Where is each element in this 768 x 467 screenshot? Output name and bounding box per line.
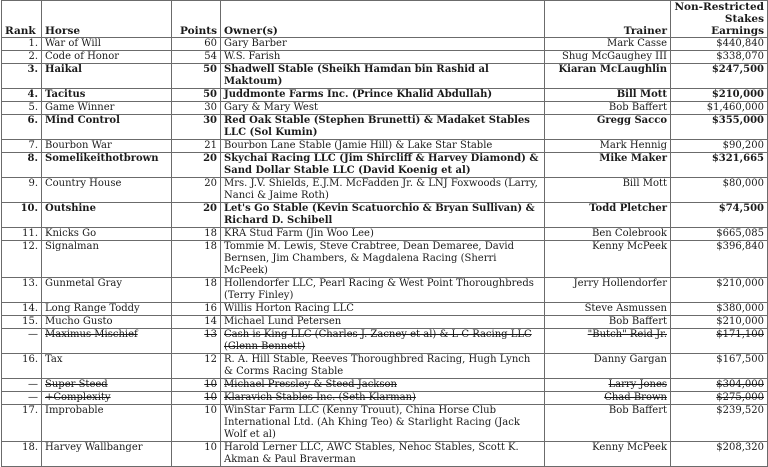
earnings-cell — [671, 278, 768, 303]
horse-header: Horse — [42, 1, 172, 38]
horse-text: Haikal — [45, 64, 82, 75]
points-cell — [172, 316, 221, 329]
rank-text: 3. — [27, 64, 38, 75]
points-text: 13 — [204, 329, 217, 340]
points-text: 21 — [204, 140, 217, 151]
trainer-text: Gregg Sacco — [596, 115, 667, 126]
table-row — [2, 278, 768, 303]
horse-cell — [42, 392, 172, 405]
rank-cell — [2, 203, 42, 228]
earnings-text: $210,000 — [711, 89, 764, 100]
rank-text: 13. — [22, 278, 38, 289]
rank-cell — [2, 64, 42, 89]
trainer-text: Bill Mott — [616, 89, 667, 100]
trainer-cell — [545, 64, 671, 89]
rank-text: 4. — [27, 89, 38, 100]
owner-text: Mrs. J.V. Shields, E.J.M. McFadden Jr. & LNJ Foxwoods (Larry, Nanci & Jaime Roth) — [224, 178, 538, 201]
earnings-cell — [671, 228, 768, 241]
owner-text: Hollendorfer LLC, Pearl Racing & West Point Thoroughbreds (Terry Finley) — [224, 278, 534, 301]
horse-cell — [42, 316, 172, 329]
horse-text: Harvey Wallbanger — [45, 442, 143, 453]
points-cell — [172, 392, 221, 405]
rank-text: 9. — [28, 178, 38, 189]
trainer-cell — [545, 392, 671, 405]
rank-text: 2. — [28, 51, 38, 62]
table-row — [2, 316, 768, 329]
rank-text: — — [28, 329, 38, 340]
owner-text: Bourbon Lane Stable (Jamie Hill) & Lake Star Stable — [224, 140, 493, 151]
rank-text: 12. — [22, 241, 38, 252]
horse-cell — [42, 303, 172, 316]
horse-cell — [42, 89, 172, 102]
owner-text: Let's Go Stable (Kevin Scatuorchio & Bryan Sullivan) & Richard D. Schibell — [224, 203, 535, 226]
rank-cell — [2, 228, 42, 241]
trainer-cell — [545, 115, 671, 140]
points-text: 10 — [204, 392, 217, 403]
owner-cell — [221, 89, 545, 102]
trainer-text: Danny Gargan — [593, 354, 667, 365]
points-cell — [172, 354, 221, 379]
table-row — [2, 115, 768, 140]
rank-text: — — [28, 379, 38, 390]
owner-text: Michael Pressley & Steed Jackson — [224, 379, 397, 390]
table-row — [2, 329, 768, 354]
owner-header: Owner(s) — [221, 1, 545, 38]
rank-cell — [2, 354, 42, 379]
trainer-text: Mike Maker — [599, 153, 667, 164]
table-row — [2, 89, 768, 102]
earnings-cell — [671, 392, 768, 405]
table-row — [2, 153, 768, 178]
earnings-cell — [671, 316, 768, 329]
points-cell — [172, 329, 221, 354]
owner-text: W.S. Farish — [224, 51, 281, 62]
trainer-text: Chad Brown — [604, 392, 667, 403]
horse-text: Mind Control — [45, 115, 120, 126]
horse-cell — [42, 38, 172, 51]
table-row — [2, 228, 768, 241]
owner-cell — [221, 442, 545, 467]
table-row — [2, 392, 768, 405]
points-text: 18 — [204, 241, 217, 252]
earnings-header-line2: Stakes Earnings — [711, 13, 764, 37]
earnings-cell — [671, 38, 768, 51]
points-text: 12 — [204, 354, 217, 365]
points-text: 60 — [204, 38, 217, 49]
earnings-cell — [671, 379, 768, 392]
points-cell — [172, 278, 221, 303]
owner-text: Michael Lund Petersen — [224, 316, 342, 327]
owner-cell — [221, 405, 545, 442]
points-cell — [172, 89, 221, 102]
rank-cell — [2, 102, 42, 115]
trainer-cell — [545, 140, 671, 153]
trainer-cell — [545, 278, 671, 303]
horse-cell — [42, 203, 172, 228]
earnings-cell — [671, 354, 768, 379]
earnings-cell — [671, 64, 768, 89]
horse-cell — [42, 354, 172, 379]
table-row — [2, 140, 768, 153]
trainer-text: Kiaran McLaughlin — [558, 64, 667, 75]
horse-text: Somelikeithotbrown — [45, 153, 159, 164]
points-text: 20 — [203, 203, 217, 214]
earnings-text: $275,000 — [716, 392, 764, 403]
owner-text: Cash is King LLC (Charles J. Zacney et al) & L C Racing LLC (Glenn Bennett) — [224, 329, 532, 352]
earnings-text: $210,000 — [716, 278, 764, 289]
points-text: 50 — [203, 64, 217, 75]
horse-text: Mucho Gusto — [45, 316, 113, 327]
owner-cell — [221, 303, 545, 316]
trainer-cell — [545, 316, 671, 329]
horse-cell — [42, 153, 172, 178]
earnings-text: $80,000 — [722, 178, 764, 189]
horse-text: Maximus Mischief — [45, 329, 138, 340]
earnings-text: $338,070 — [716, 51, 764, 62]
trainer-text: Kenny McPeek — [592, 442, 667, 453]
owner-text: Harold Lerner LLC, AWC Stables, Nehoc Stables, Scott K. Akman & Paul Braverman — [224, 442, 519, 465]
earnings-cell — [671, 303, 768, 316]
earnings-cell — [671, 51, 768, 64]
points-cell — [172, 51, 221, 64]
trainer-cell — [545, 405, 671, 442]
earnings-text: $90,200 — [722, 140, 764, 151]
horse-cell — [42, 442, 172, 467]
horse-text: Tacitus — [45, 89, 86, 100]
earnings-cell — [671, 153, 768, 178]
owner-cell — [221, 153, 545, 178]
table-row — [2, 442, 768, 467]
horse-text: Code of Honor — [45, 51, 120, 62]
earnings-text: $665,085 — [716, 228, 764, 239]
rank-cell — [2, 38, 42, 51]
owner-text: Shadwell Stable (Sheikh Hamdan bin Rashid al Maktoum) — [224, 64, 489, 87]
rank-cell — [2, 303, 42, 316]
points-cell — [172, 241, 221, 278]
horse-text: Knicks Go — [45, 228, 97, 239]
horse-text: Improbable — [45, 405, 104, 416]
owner-cell — [221, 278, 545, 303]
rank-text: 5. — [28, 102, 38, 113]
horse-text: Game Winner — [45, 102, 115, 113]
points-text: 10 — [204, 379, 217, 390]
trainer-cell — [545, 178, 671, 203]
horse-text: Gunmetal Gray — [45, 278, 123, 289]
earnings-cell — [671, 442, 768, 467]
horse-text: War of Will — [45, 38, 101, 49]
rank-text: 11. — [22, 228, 38, 239]
owner-cell — [221, 241, 545, 278]
owner-text: Red Oak Stable (Stephen Brunetti) & Madaket Stables LLC (Sol Kumin) — [224, 115, 530, 138]
points-cell — [172, 405, 221, 442]
earnings-text: $247,500 — [711, 64, 764, 75]
trainer-cell — [545, 228, 671, 241]
earnings-cell — [671, 405, 768, 442]
rank-cell — [2, 379, 42, 392]
earnings-text: $355,000 — [711, 115, 764, 126]
rank-text: 7. — [28, 140, 38, 151]
points-cell — [172, 228, 221, 241]
earnings-cell — [671, 140, 768, 153]
points-cell — [172, 379, 221, 392]
table-row — [2, 303, 768, 316]
table-row — [2, 102, 768, 115]
rank-cell — [2, 140, 42, 153]
horse-cell — [42, 102, 172, 115]
owner-text: Tommie M. Lewis, Steve Crabtree, Dean Demaree, David Bernsen, Jim Chambers, & Magdalena Racing (Sherri McPeek) — [224, 241, 514, 276]
rank-text: 8. — [27, 153, 38, 164]
trainer-cell — [545, 38, 671, 51]
rank-cell — [2, 278, 42, 303]
horse-text: Tax — [45, 354, 63, 365]
owner-text: WinStar Farm LLC (Kenny Trouut), China Horse Club International Ltd. (Ah Khing Teo) & Starlight Racing (Jack Wolf et al) — [224, 405, 520, 440]
earnings-text: $380,000 — [716, 303, 764, 314]
rank-cell — [2, 241, 42, 278]
trainer-cell — [545, 89, 671, 102]
horse-text: Outshine — [45, 203, 96, 214]
rank-text: 6. — [27, 115, 38, 126]
earnings-cell — [671, 329, 768, 354]
rank-text: 17. — [22, 405, 38, 416]
trainer-cell — [545, 102, 671, 115]
rank-cell — [2, 89, 42, 102]
earnings-text: $396,840 — [716, 241, 764, 252]
horse-cell — [42, 51, 172, 64]
trainer-text: "Butch" Reid Jr. — [587, 329, 667, 340]
owner-cell — [221, 203, 545, 228]
trainer-cell — [545, 203, 671, 228]
rank-text: — — [28, 392, 38, 403]
rank-cell — [2, 153, 42, 178]
owner-cell — [221, 178, 545, 203]
rank-text: 18. — [22, 442, 38, 453]
table-row — [2, 64, 768, 89]
trainer-text: Shug McGaughey III — [562, 51, 667, 62]
earnings-text: $74,500 — [718, 203, 764, 214]
points-text: 18 — [204, 278, 217, 289]
table-row — [2, 178, 768, 203]
trainer-cell — [545, 379, 671, 392]
owner-text: Juddmonte Farms Inc. (Prince Khalid Abdullah) — [224, 89, 493, 100]
points-text: 10 — [204, 442, 217, 453]
rank-cell — [2, 405, 42, 442]
owner-cell — [221, 379, 545, 392]
owner-cell — [221, 51, 545, 64]
horse-text: Country House — [45, 178, 122, 189]
owner-text: Willis Horton Racing LLC — [224, 303, 354, 314]
horse-cell — [42, 379, 172, 392]
rank-cell — [2, 392, 42, 405]
owner-cell — [221, 329, 545, 354]
earnings-text: $208,320 — [716, 442, 764, 453]
table-row — [2, 241, 768, 278]
earnings-text: $167,500 — [716, 354, 764, 365]
horse-cell — [42, 140, 172, 153]
trainer-text: Bob Baffert — [608, 405, 667, 416]
points-cell — [172, 140, 221, 153]
horse-text: +Complexity — [45, 392, 111, 403]
trainer-cell — [545, 354, 671, 379]
points-cell — [172, 442, 221, 467]
owner-text: Gary Barber — [224, 38, 287, 49]
trainer-cell — [545, 329, 671, 354]
owner-text: KRA Stud Farm (Jin Woo Lee) — [224, 228, 374, 239]
rank-cell — [2, 316, 42, 329]
trainer-text: Mark Casse — [606, 38, 667, 49]
trainer-cell — [545, 51, 671, 64]
trainer-text: Steve Asmussen — [584, 303, 667, 314]
rank-cell — [2, 442, 42, 467]
points-cell — [172, 153, 221, 178]
earnings-cell — [671, 89, 768, 102]
points-cell — [172, 102, 221, 115]
owner-cell — [221, 102, 545, 115]
earnings-cell — [671, 178, 768, 203]
table-row — [2, 51, 768, 64]
earnings-text: $321,665 — [711, 153, 764, 164]
horse-text: Signalman — [45, 241, 99, 252]
rank-text: 16. — [22, 354, 38, 365]
points-text: 20 — [204, 178, 217, 189]
earnings-text: $1,460,000 — [706, 102, 764, 113]
trainer-text: Todd Pletcher — [589, 203, 667, 214]
points-header: Points — [172, 1, 221, 38]
rank-cell — [2, 115, 42, 140]
points-text: 50 — [203, 89, 217, 100]
points-text: 20 — [203, 153, 217, 164]
header-row — [2, 1, 768, 38]
points-text: 18 — [204, 228, 217, 239]
points-cell — [172, 178, 221, 203]
table-row — [2, 354, 768, 379]
earnings-header — [671, 1, 768, 38]
owner-cell — [221, 392, 545, 405]
trainer-header: Trainer — [545, 1, 671, 38]
horse-cell — [42, 228, 172, 241]
horse-cell — [42, 241, 172, 278]
points-text: 10 — [204, 405, 217, 416]
owner-cell — [221, 140, 545, 153]
horse-text: Bourbon War — [45, 140, 112, 151]
rank-cell — [2, 329, 42, 354]
horse-text: Super Steed — [45, 379, 108, 390]
earnings-text: $210,000 — [716, 316, 764, 327]
earnings-text: $239,520 — [716, 405, 764, 416]
earnings-header-line1: Non-Restricted — [674, 1, 764, 13]
rank-text: 10. — [20, 203, 38, 214]
points-cell — [172, 303, 221, 316]
horse-cell — [42, 178, 172, 203]
owner-text: Klaravich Stables Inc. (Seth Klarman) — [224, 392, 416, 403]
earnings-cell — [671, 241, 768, 278]
standings-table — [1, 0, 768, 467]
horse-cell — [42, 278, 172, 303]
trainer-text: Bob Baffert — [608, 316, 667, 327]
earnings-text: $440,840 — [716, 38, 764, 49]
table-row — [2, 38, 768, 51]
owner-cell — [221, 354, 545, 379]
horse-cell — [42, 329, 172, 354]
trainer-cell — [545, 442, 671, 467]
earnings-cell — [671, 203, 768, 228]
trainer-text: Mark Hennig — [599, 140, 667, 151]
horse-cell — [42, 115, 172, 140]
rank-text: 15. — [22, 316, 38, 327]
rank-text: 14. — [22, 303, 38, 314]
earnings-text: $304,000 — [716, 379, 764, 390]
earnings-cell — [671, 115, 768, 140]
table-row — [2, 405, 768, 442]
table-row — [2, 379, 768, 392]
trainer-text: Jerry Hollendorfer — [573, 278, 667, 289]
trainer-cell — [545, 153, 671, 178]
rank-cell — [2, 51, 42, 64]
owner-cell — [221, 316, 545, 329]
owner-text: R. A. Hill Stable, Reeves Thoroughbred Racing, Hugh Lynch & Corms Racing Stable — [224, 354, 531, 377]
trainer-text: Bill Mott — [622, 178, 667, 189]
points-text: 16 — [204, 303, 217, 314]
owner-cell — [221, 64, 545, 89]
points-text: 30 — [203, 115, 217, 126]
owner-text: Skychai Racing LLC (Jim Shircliff & Harvey Diamond) & Sand Dollar Stable LLC (David Koenig et al) — [224, 153, 539, 176]
owner-cell — [221, 115, 545, 140]
rank-header: Rank — [2, 1, 42, 38]
horse-text: Long Range Toddy — [45, 303, 140, 314]
trainer-cell — [545, 303, 671, 316]
owner-text: Gary & Mary West — [224, 102, 318, 113]
points-cell — [172, 38, 221, 51]
earnings-cell — [671, 102, 768, 115]
earnings-text: $171,100 — [716, 329, 764, 340]
owner-cell — [221, 38, 545, 51]
owner-cell — [221, 228, 545, 241]
table-row — [2, 203, 768, 228]
points-text: 14 — [204, 316, 217, 327]
trainer-text: Bob Baffert — [608, 102, 667, 113]
points-text: 54 — [204, 51, 217, 62]
rank-text: 1. — [28, 38, 38, 49]
trainer-text: Larry Jones — [608, 379, 667, 390]
trainer-text: Kenny McPeek — [592, 241, 667, 252]
points-cell — [172, 203, 221, 228]
points-cell — [172, 115, 221, 140]
trainer-text: Ben Colebrook — [592, 228, 667, 239]
points-cell — [172, 64, 221, 89]
points-text: 30 — [204, 102, 217, 113]
horse-cell — [42, 64, 172, 89]
rank-cell — [2, 178, 42, 203]
horse-cell — [42, 405, 172, 442]
trainer-cell — [545, 241, 671, 278]
